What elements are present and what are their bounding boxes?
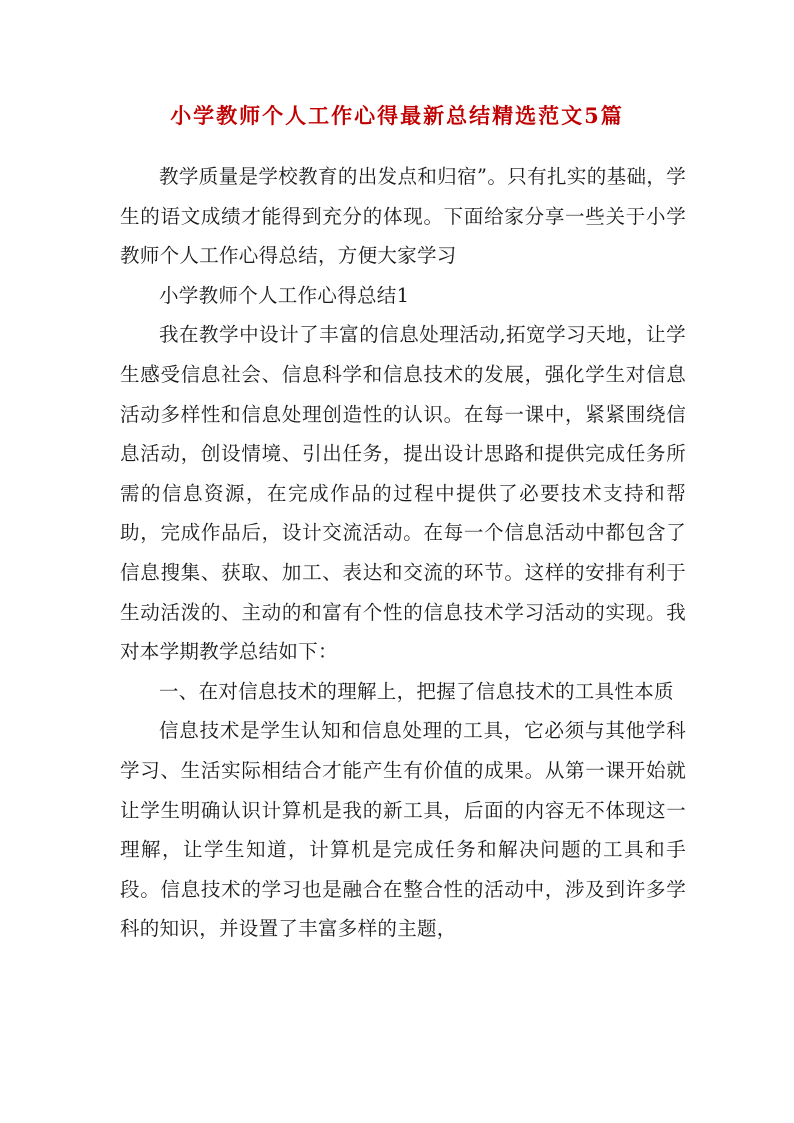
document-body: [120, 157, 686, 949]
section-heading: 小学教师个人工作心得总结1: [159, 283, 410, 307]
intro-paragraph: 教学质量是学校教育的出发点和归宿”。只有扎实的基础，学生的语文成绩才能得到充分的体现。下面给家分享一些关于小学教师个人工作心得总结，方便大家学习: [120, 165, 686, 268]
body-paragraph: 信息技术是学生认知和信息处理的工具，它必须与其他学科学习、生活实际相结合才能产生有价值的成果。从第一课开始就让学生明确认识计算机是我的新工具，后面的内容无不体现这一理解，让学生知道，计算机是完成任务和解决问题的工具和手段。信息技术的学习也是融合在整合性的活动中，涉及到许多学科的知识，并设置了丰富多样的主题，: [120, 719, 686, 941]
subsection-heading: 一、在对信息技术的理解上，把握了信息技术的工具性本质: [159, 679, 674, 703]
document-title: 小学教师个人工作心得最新总结精选范文5篇: [170, 103, 624, 128]
body-paragraph: 我在教学中设计了丰富的信息处理活动,拓宽学习天地，让学生感受信息社会、信息科学和信息技术的发展，强化学生对信息活动多样性和信息处理创造性的认识。在每一课中，紧紧围绕信息活动，创设情境、引出任务，提出设计思路和提供完成任务所需的信息资源，在完成作品的过程中提供了必要技术支持和帮助，完成作品后，设计交流活动。在每一个信息活动中都包含了信息搜集、获取、加工、表达和交流的环节。这样的安排有利于生动活泼的、主动的和富有个性的信息技术学习活动的实现。我对本学期教学总结如下：: [120, 323, 686, 664]
